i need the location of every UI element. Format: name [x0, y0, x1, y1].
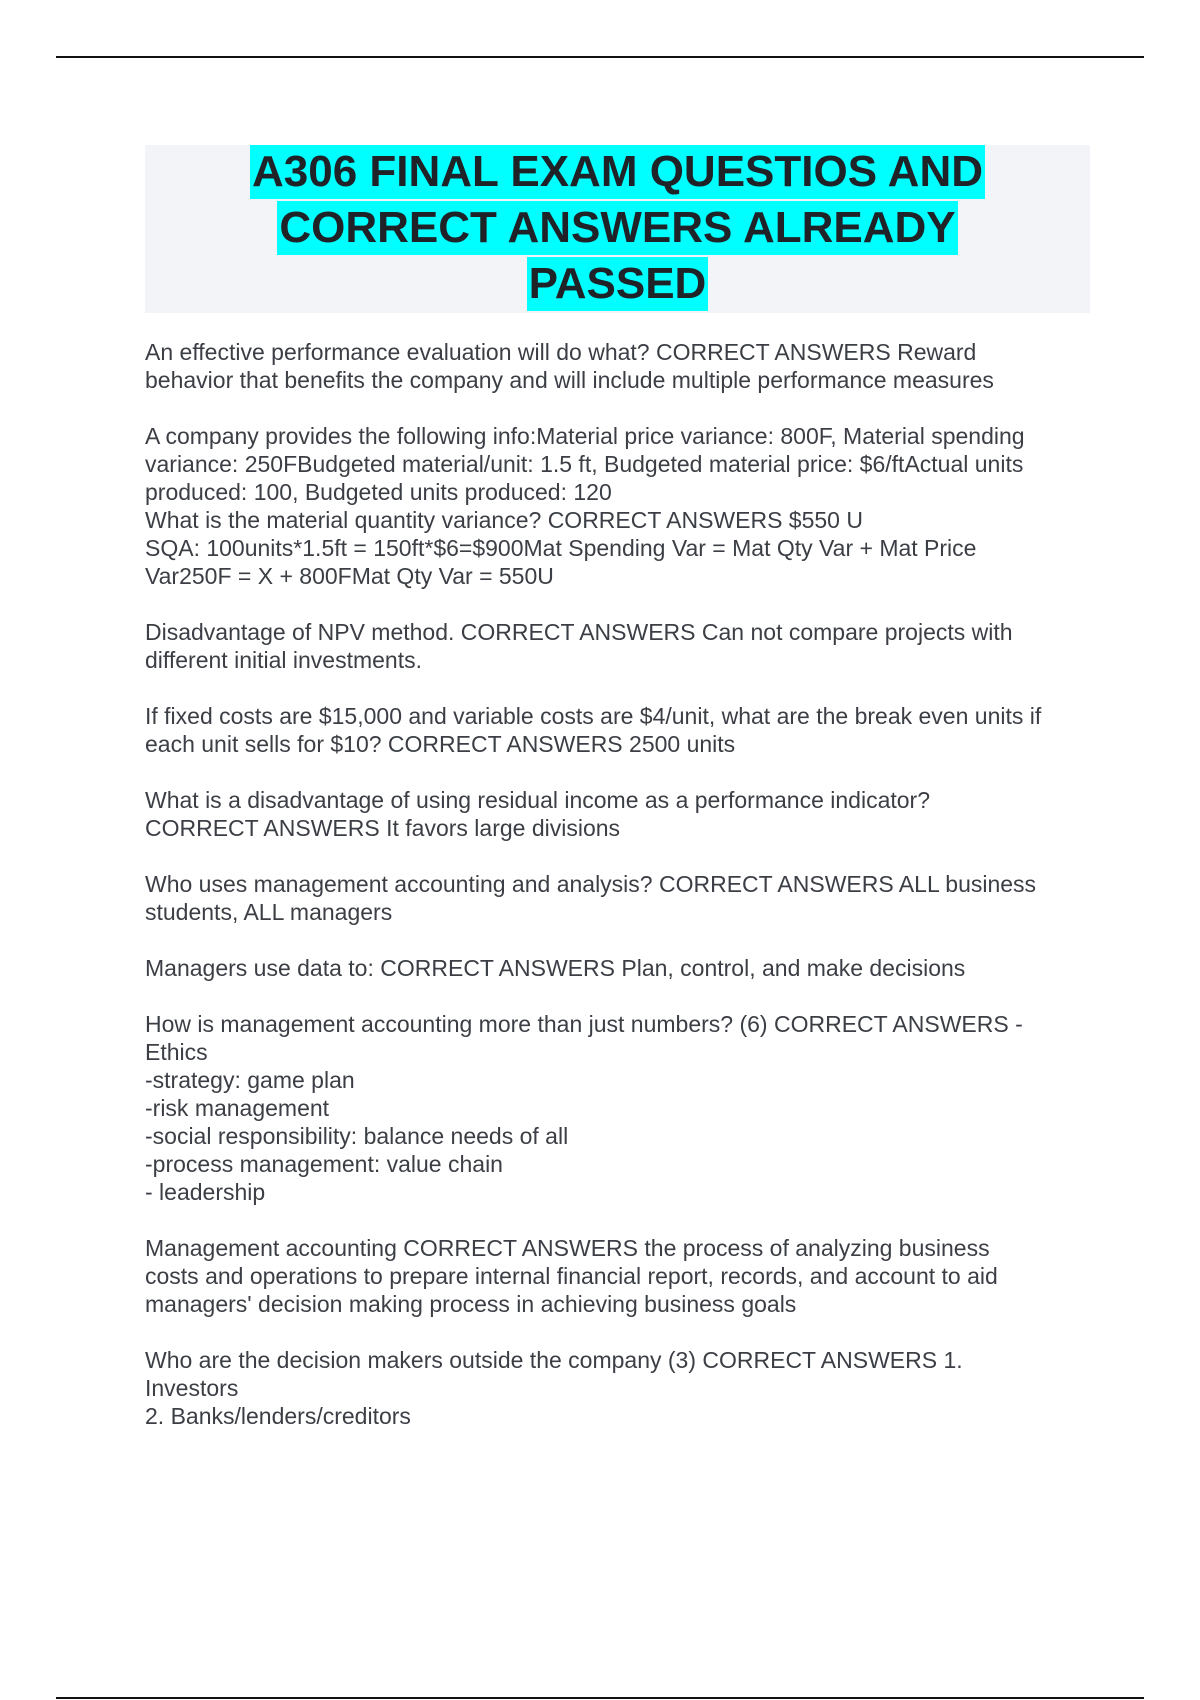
- qa-line: Managers use data to: CORRECT ANSWERS Plan, control, and make decisions: [145, 955, 966, 981]
- qa-entry: [145, 870, 1090, 926]
- qa-line: Ethics: [145, 1039, 208, 1065]
- qa-line: variance: 250FBudgeted material/unit: 1.5 ft, Budgeted material price: $6/ftActual units: [145, 451, 1024, 477]
- qa-entry: [145, 954, 1090, 982]
- qa-line: Disadvantage of NPV method. CORRECT ANSWERS Can not compare projects with: [145, 619, 1013, 645]
- qa-line: -social responsibility: balance needs of all: [145, 1123, 569, 1149]
- bottom-rule: [56, 1697, 1144, 1699]
- qa-line: Var250F = X + 800FMat Qty Var = 550U: [145, 563, 554, 589]
- qa-line: -risk management: [145, 1095, 330, 1121]
- title-line: A306 FINAL EXAM QUESTIOS AND: [250, 145, 985, 199]
- qa-list: [145, 338, 1090, 1458]
- qa-entry: [145, 618, 1090, 674]
- qa-entry: [145, 1346, 1090, 1430]
- title-line: CORRECT ANSWERS ALREADY: [277, 201, 957, 255]
- qa-entry: [145, 1234, 1090, 1318]
- qa-line: Who are the decision makers outside the company (3) CORRECT ANSWERS 1.: [145, 1347, 963, 1373]
- qa-line: How is management accounting more than just numbers? (6) CORRECT ANSWERS -: [145, 1011, 1023, 1037]
- title-line: PASSED: [527, 257, 709, 311]
- qa-line: Investors: [145, 1375, 239, 1401]
- qa-line: different initial investments.: [145, 647, 422, 673]
- qa-line: Who uses management accounting and analysis? CORRECT ANSWERS ALL business: [145, 871, 1037, 897]
- qa-line: costs and operations to prepare internal financial report, records, and account to aid: [145, 1263, 998, 1289]
- qa-line: students, ALL managers: [145, 899, 393, 925]
- qa-line: managers' decision making process in achieving business goals: [145, 1291, 797, 1317]
- qa-line: -process management: value chain: [145, 1151, 503, 1177]
- qa-line: Management accounting CORRECT ANSWERS the process of analyzing business: [145, 1235, 990, 1261]
- qa-entry: [145, 338, 1090, 394]
- qa-line: An effective performance evaluation will do what? CORRECT ANSWERS Reward: [145, 339, 977, 365]
- qa-line: If fixed costs are $15,000 and variable costs are $4/unit, what are the break even units if: [145, 703, 1042, 729]
- qa-line: A company provides the following info:Material price variance: 800F, Material spending: [145, 423, 1025, 449]
- qa-entry: [145, 702, 1090, 758]
- qa-line: 2. Banks/lenders/creditors: [145, 1403, 411, 1429]
- qa-line: SQA: 100units*1.5ft = 150ft*$6=$900Mat Spending Var = Mat Qty Var + Mat Price: [145, 535, 977, 561]
- qa-line: What is a disadvantage of using residual income as a performance indicator?: [145, 787, 930, 813]
- qa-line: - leadership: [145, 1179, 266, 1205]
- top-rule: [56, 56, 1144, 58]
- qa-line: behavior that benefits the company and will include multiple performance measures: [145, 367, 994, 393]
- qa-line: What is the material quantity variance? CORRECT ANSWERS $550 U: [145, 507, 863, 533]
- document-title: [145, 145, 1090, 313]
- qa-entry: [145, 1010, 1090, 1206]
- qa-line: produced: 100, Budgeted units produced: 120: [145, 479, 612, 505]
- qa-entry: [145, 422, 1090, 590]
- qa-line: CORRECT ANSWERS It favors large divisions: [145, 815, 621, 841]
- qa-line: each unit sells for $10? CORRECT ANSWERS 2500 units: [145, 731, 736, 757]
- qa-line: -strategy: game plan: [145, 1067, 355, 1093]
- qa-entry: [145, 786, 1090, 842]
